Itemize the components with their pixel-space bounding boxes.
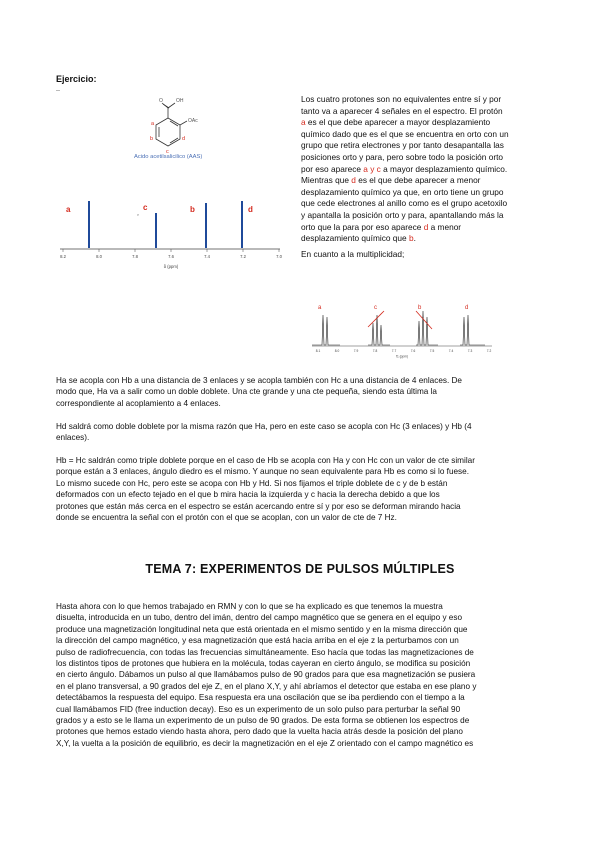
exercise-label: Ejercicio: <box>56 74 97 84</box>
text-line: grupo que retira electrones y por tanto desapantalla las <box>301 140 504 151</box>
m-tick-label: 7.2 <box>486 349 492 353</box>
text-line: y apantalla la posición orto y para, apantallando más la <box>301 209 504 220</box>
x-axis-label: δ (ppm) <box>163 264 179 269</box>
struct-label-a: a <box>151 121 155 127</box>
peak-label-b: b <box>190 205 195 214</box>
paragraph-ha: Ha se acopla con Hb a una distancia de 3 enlaces y se acopla también con Hc a una distancia de 4 enlaces. De modo que, Ha va a salir como un doble doblete. Una cte grande y una cte pequeña, siendo esta última la correspondiente al acoplamiento a 4 enlaces. <box>56 376 462 408</box>
paragraph-hd: Hd saldrá como doble doblete por la misma razón que Ha, pero en este caso se acopla con Hc (3 enlaces) y Hb (4 enlaces). <box>56 422 472 443</box>
m-tick-label: 7.5 <box>429 349 435 353</box>
tick-label: 7.6 <box>168 254 174 259</box>
m-peak-label-c: c <box>374 305 377 311</box>
peak-label-a: a <box>66 205 71 214</box>
text-line: tanto va a aparecer 4 señales en el espectro. El protón <box>301 105 503 116</box>
m-tick-label: 7.7 <box>391 349 397 353</box>
text-line: por eso aparece a y c a mayor desplazamiento químico. <box>301 163 508 174</box>
text-line: Los cuatro protones son no equivalentes entre sí y por <box>301 94 502 104</box>
m-peak-label-d: d <box>465 305 469 311</box>
carbonyl-o: O <box>159 98 163 104</box>
multiplet-spectrum-figure <box>310 295 494 359</box>
tick-label: 8.0 <box>96 254 102 259</box>
m-peak-label-a: a <box>318 305 322 311</box>
paragraph-hb: Hb = Hc saldrán como triple doblete porque en el caso de Hb se acopla con Ha y con Hc con un valor de cte similar porque están a 3 enlaces, ángulo diedro es el mismo. Y aunque no sean equivalente para Hb es como si lo fuese. Lo mismo sucede con Hc, pero este se acopa con Hb y Hd. Si nos fijamos el triple doblete de c y de b están deformados con un efecto tejado en el que b mira hacia la izquierda y c hacia la derecha debido a que los protones que están más cerca en el espectro se están acercando entre sí y por eso se deforman mirando hacia donde se encuentra la señal con el protón con el que se acoplan, con un valor de cte de 7 Hz. <box>56 456 475 523</box>
stick-peaks <box>89 201 242 248</box>
x-ticks <box>63 249 279 252</box>
oh-label: OH <box>176 98 184 104</box>
m-tick-label: 8.0 <box>334 349 340 353</box>
compound-name: Acido acetilsalicilico (AAS) <box>134 154 203 160</box>
peak-label-c: c <box>143 203 148 212</box>
paragraph-tema7: Hasta ahora con lo que hemos trabajado en RMN y con lo que se ha explicado es que tenemos la muestra disuelta, introducida en un tubo, dentro del imán, dentro del campo magnético que se genera en el equipo y eso produce una magnetización longitudinal neta que está orientada en el mismo sentido y en la misma dirección que la dirección del campo magnético, y esa magnetización que está hacia arriba en el eje z la perturbamos con un pulso de radiofrecuencia, con todas las frecuencias simultáneamente. Eso hacía que todas las magnetizaciones de los distintos tipos de protones que hubiera en la molécula, todas cayeran en cierto ángulo, se modifica su posición en cierto ángulo. Dábamos un pulso al que llamábamos pulso de 90 grados para que esa magnetización se pusiera en el plano transversal, a 90 grados del eje Z, en el plano X,Y, y ahí abríamos el detector que estaba en ese plano y detectábamos la respuesta del equipo. Esa respuesta era una oscilación que se iba perdiendo con el tiempo a la cual llamábamos FID (free induction decay). Eso es un experimento de un solo pulso para perturbar la señal 90 grados y a esto se le llama un experimento de un pulso de 90 grados. De esta forma se obtienen los espectros de protones que hemos estado viendo hasta ahora, pero dado que la vuelta hacia atrás desde la posición del plano X,Y, la vuelta a la posición de equilibrio, es decir la magnetización en el eje Z orientado con el campo magnético es <box>56 602 477 748</box>
right-explanation <box>301 94 551 260</box>
multiplet-trace <box>312 311 485 345</box>
text-line: posiciones orto y para, pero sobre todo la posición orto <box>301 151 504 162</box>
tick-label: 7.4 <box>204 254 210 259</box>
peak-label-d: d <box>248 205 253 214</box>
m-tick-label: 8.1 <box>315 349 321 353</box>
struct-label-d: d <box>182 136 186 142</box>
text-line: que cede electrones al anillo como es el grupo acetoxilo <box>301 198 508 209</box>
tick-label: 7.8 <box>132 254 138 259</box>
tick-label: 7.2 <box>240 254 246 259</box>
m-tick-label: 7.6 <box>410 349 416 353</box>
m-x-axis-label: f1 (ppm) <box>396 354 408 359</box>
text-line: Mientras que d es el que debe aparecer a menor <box>301 175 481 186</box>
struct-label-c: c <box>166 149 169 155</box>
text-line: orto que la para por eso aparece d a menor <box>301 221 462 232</box>
m-tick-label: 7.3 <box>467 349 473 353</box>
m-tick-label: 7.8 <box>372 349 378 353</box>
text-line: químico dado que es el que se encuentra en orto con un <box>301 128 509 139</box>
text-line: desplazamiento químico que b. <box>301 233 416 244</box>
tick-label: 8.2 <box>60 254 66 259</box>
tick-label: 7.0 <box>276 254 282 259</box>
text-line: desplazamiento químico ya que, en orto tiene un grupo <box>301 186 504 197</box>
text-line: a es el que debe aparecer a mayor desplazamiento <box>301 117 491 128</box>
m-peak-label-b: b <box>418 305 422 311</box>
multiplicity-line: En cuanto a la multiplicidad; <box>301 248 405 259</box>
m-tick-label: 7.4 <box>448 349 454 353</box>
aas-spectrum-figure <box>58 88 284 278</box>
struct-label-b: b <box>150 136 154 142</box>
m-tick-label: 7.9 <box>353 349 359 353</box>
section-title: TEMA 7: EXPERIMENTOS DE PULSOS MÚLTIPLES <box>145 562 455 576</box>
benzene-ring <box>156 118 180 146</box>
small-marker: e <box>137 212 140 217</box>
oac-label: OAc <box>188 118 198 124</box>
